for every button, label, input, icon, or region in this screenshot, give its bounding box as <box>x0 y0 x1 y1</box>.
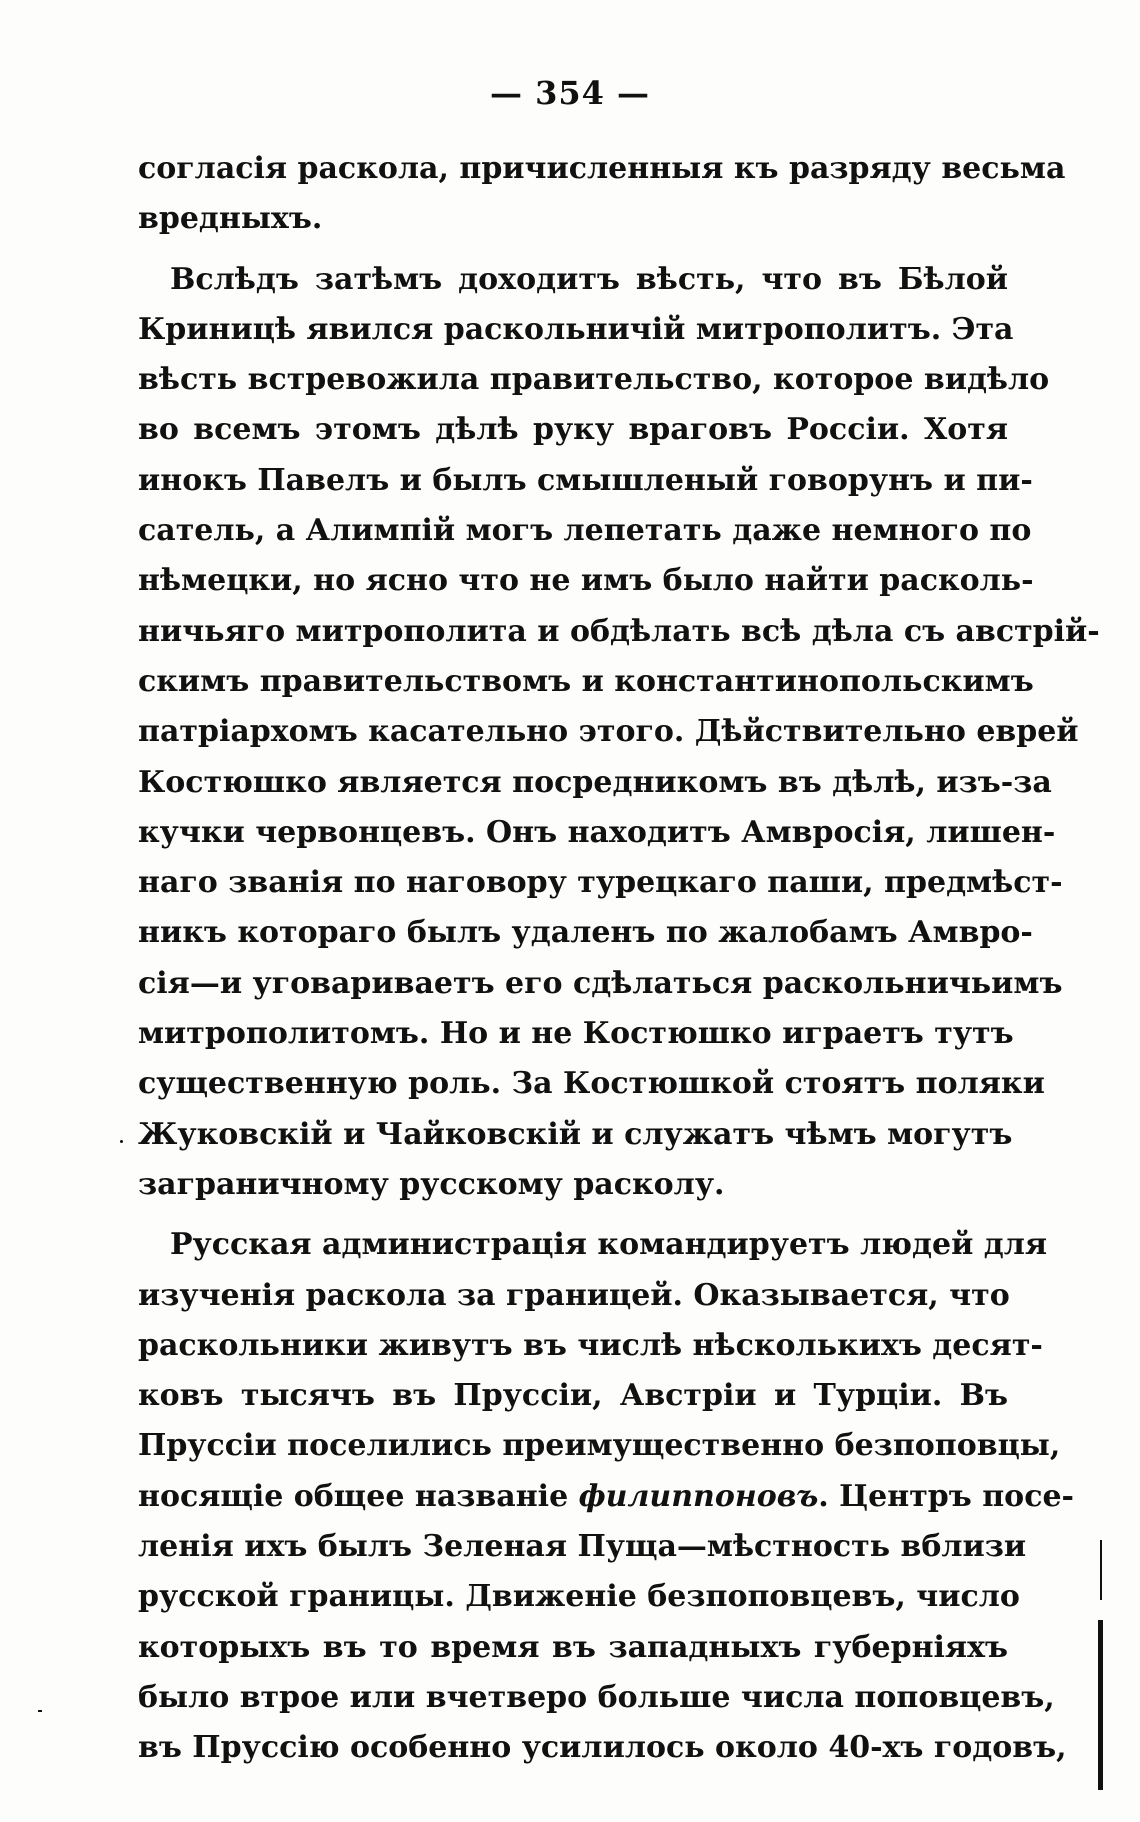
text-line: заграничному русскому расколу. <box>138 1166 725 1202</box>
text-line: никъ котораго былъ удаленъ по жалобамъ Амвро- <box>138 915 1033 951</box>
text-line: ленія ихъ былъ Зеленая Пуща—мѣстность вблизи <box>138 1529 1027 1565</box>
text-line: инокъ Павелъ и былъ смышленый говорунъ и пи- <box>138 462 1033 498</box>
text-line: Пруссіи поселились преимущественно безпоповцы, <box>138 1428 1061 1464</box>
line-text-before: носящіе общее названіе <box>138 1478 579 1514</box>
text-line: ничьяго митрополита и обдѣлать всѣ дѣла съ австрій- <box>138 613 1100 649</box>
scan-margin-line <box>1098 1620 1103 1790</box>
text-line: наго званія по наговору турецкаго паши, предмѣст- <box>138 865 1063 901</box>
text-line: вредныхъ. <box>138 201 323 237</box>
text-line: кучки червонцевъ. Онъ находитъ Амвросія, лишен- <box>138 814 1056 850</box>
text-line: раскольники живутъ въ числѣ нѣсколькихъ десят- <box>138 1327 1043 1363</box>
scan-margin-line <box>1100 1540 1102 1600</box>
text-line: русской границы. Движеніе безпоповцевъ, число <box>138 1579 1020 1615</box>
text-line: Русская администрація командируетъ людей для <box>170 1227 1048 1263</box>
text-line: скимъ правительствомъ и константинопольскимъ <box>138 663 1034 699</box>
text-line: изученія раскола за границей. Оказывается, что <box>138 1277 1010 1313</box>
text-line: ковъ тысячъ въ Пруссіи, Австріи и Турціи. Въ <box>138 1378 1008 1414</box>
italic-term: филиппоновъ <box>578 1478 819 1514</box>
page-text <box>138 144 1100 1774</box>
line-text-after: . Центръ посе- <box>818 1478 1074 1514</box>
paragraph-2 <box>138 255 1100 1211</box>
text-line: сія—и уговариваетъ его сдѣлаться раскольничьимъ <box>138 965 1063 1001</box>
text-line: сатель, а Алимпій могъ лепетать даже немного по <box>138 513 1032 549</box>
scan-speck <box>38 1710 42 1712</box>
scan-speck <box>120 1140 123 1143</box>
text-line: согласія раскола, причисленныя къ разряду весьма <box>138 151 1066 186</box>
text-line: въ Пруссію особенно усилилось около 40-хъ годовъ, <box>138 1730 1067 1766</box>
text-line-with-italic <box>138 1472 1074 1522</box>
text-line: Криницѣ явился раскольничій митрополитъ. Эта <box>138 311 1014 347</box>
text-line: которыхъ въ то время въ западныхъ губерніяхъ <box>138 1629 1008 1665</box>
text-line: вѣсть встревожила правительство, которое видѣло <box>138 362 1050 398</box>
text-line: было втрое или вчетверо больше числа поповцевъ, <box>138 1679 1055 1715</box>
paragraph-3 <box>138 1220 1074 1773</box>
text-line: нѣмецки, но ясно что не имъ было найти расколь- <box>138 563 1034 599</box>
text-line: Жуковскій и Чайковскій и служатъ чѣмъ могутъ <box>138 1116 1013 1152</box>
page-number: — 354 — <box>489 74 651 112</box>
text-line: существенную роль. За Костюшкой стоятъ поляки <box>138 1066 1045 1102</box>
text-line: Вслѣдъ затѣмъ доходитъ вѣсть, что въ Бѣлой <box>170 261 1008 297</box>
text-line: патріархомъ касательно этого. Дѣйствительно еврей <box>138 714 1079 750</box>
text-line: митрополитомъ. Но и не Костюшко играетъ тутъ <box>138 1016 1014 1052</box>
paragraph-1 <box>138 144 1066 245</box>
text-line: во всемъ этомъ дѣлѣ руку враговъ Россіи. Хотя <box>138 412 1008 448</box>
text-line: Костюшко является посредникомъ въ дѣлѣ, изъ-за <box>138 764 1052 800</box>
